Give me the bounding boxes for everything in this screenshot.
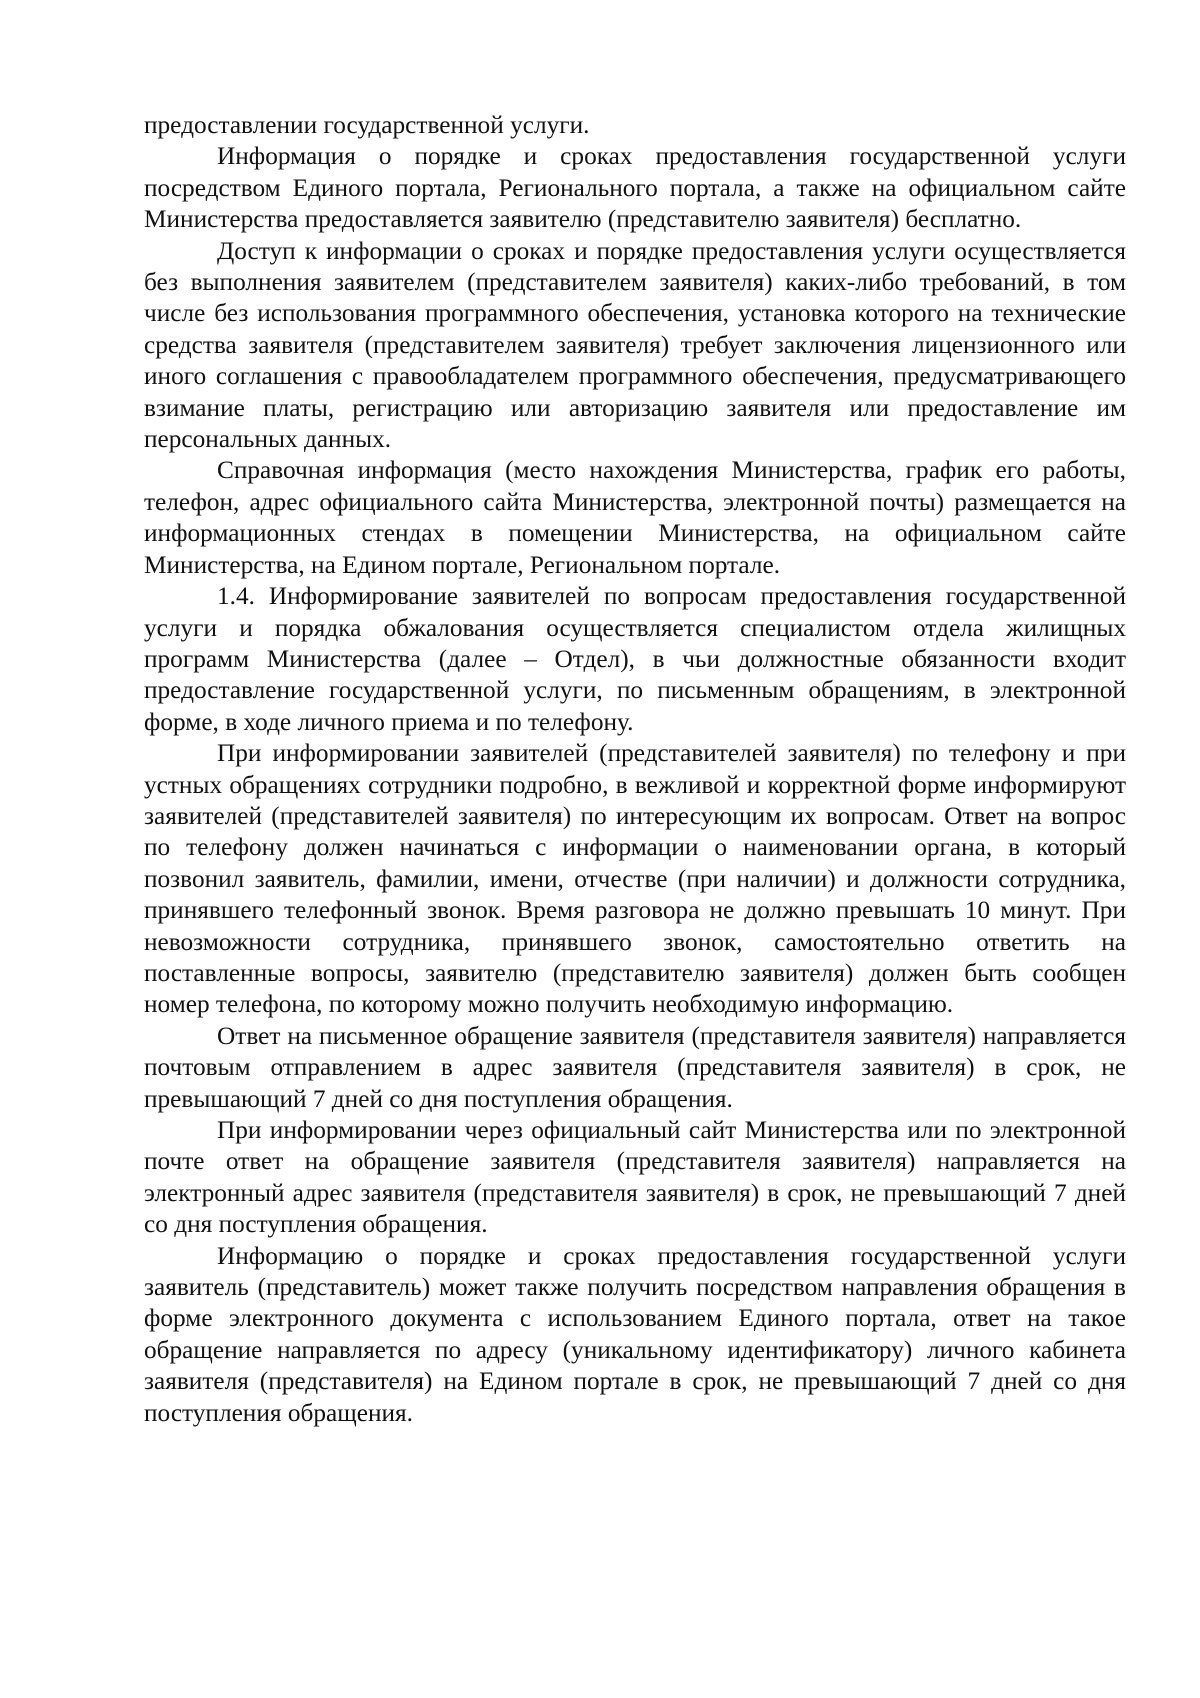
paragraph-written-reply: Ответ на письменное обращение заявителя (представителя заявителя) направляется почтовым отправлением в адрес заявителя (представителя заявителя) в срок, не превышающий 7 дней со дня поступления обращения. <box>144 1021 1126 1113</box>
paragraph-email-reply: При информировании через официальный сайт Министерства или по электронной почте ответ на обращение заявителя (представителя заявителя) направляется на электронный адрес заявителя (представителя заявителя) в срок, не превышающий 7 дней со дня поступления обращения. <box>144 1116 1126 1239</box>
paragraph-portal-reply: Информацию о порядке и сроках предоставления государственной услуги заявитель (представитель) может также получить посредством направления обращения в форме электронного документа с использованием Единого портала, ответ на такое обращение направляется по адресу (уникальному идентификатору) личного кабинета заявителя (представителя) на Едином портале в срок, не превышающий 7 дней со дня поступления обращения. <box>144 1241 1126 1427</box>
paragraph-phone-info: При информировании заявителей (представителей заявителя) по телефону и при устных обращениях сотрудники подробно, в вежливой и корректной форме информируют заявителей (представителей заявителя) по интересующим их вопросам. Ответ на вопрос по телефону должен начинаться с информации о наименовании органа, в который позвонил заявитель, фамилии, имени, отчестве (при наличии) и должности сотрудника, принявшего телефонный звонок. Время разговора не должно превышать 10 минут. При невозможности сотрудника, принявшего звонок, самостоятельно ответить на поставленные вопросы, заявителю (представителю заявителя) должен быть сообщен номер телефона, по которому можно получить необходимую информацию. <box>144 739 1126 1019</box>
paragraph-access: Доступ к информации о сроках и порядке предоставления услуги осуществляется без выполнения заявителем (представителем заявителя) каких-либо требований, в том числе без использования программного обеспечения, установка которого на технические средства заявителя (представителем заявителя) требует заключения лицензионного или иного соглашения с правообладателем программного обеспечения, предусматривающего взимание платы, регистрацию или авторизацию заявителя или предоставление им персональных данных. <box>144 236 1126 454</box>
paragraph-section-1-4: 1.4. Информирование заявителей по вопросам предоставления государственной услуги и порядка обжалования осуществляется специалистом отдела жилищных программ Министерства (далее – Отдел), в чьи должностные обязанности входит предоставление государственной услуги, по письменным обращениям, в электронной форме, в ходе личного приема и по телефону. <box>144 582 1126 736</box>
paragraph-info-free: Информация о порядке и сроках предоставления государственной услуги посредством Единого портала, Регионального портала, а также на официальном сайте Министерства предоставляется заявителю (представителю заявителя) бесплатно. <box>144 142 1126 234</box>
paragraph-continuation: предоставлении государственной услуги. <box>144 111 590 139</box>
document-page <box>144 110 1126 1429</box>
paragraph-reference-info: Справочная информация (место нахождения Министерства, график его работы, телефон, адрес официального сайта Министерства, электронной почты) размещается на информационных стендах в помещении Министерства, на официальном сайте Министерства, на Едином портале, Региональном портале. <box>144 456 1126 579</box>
